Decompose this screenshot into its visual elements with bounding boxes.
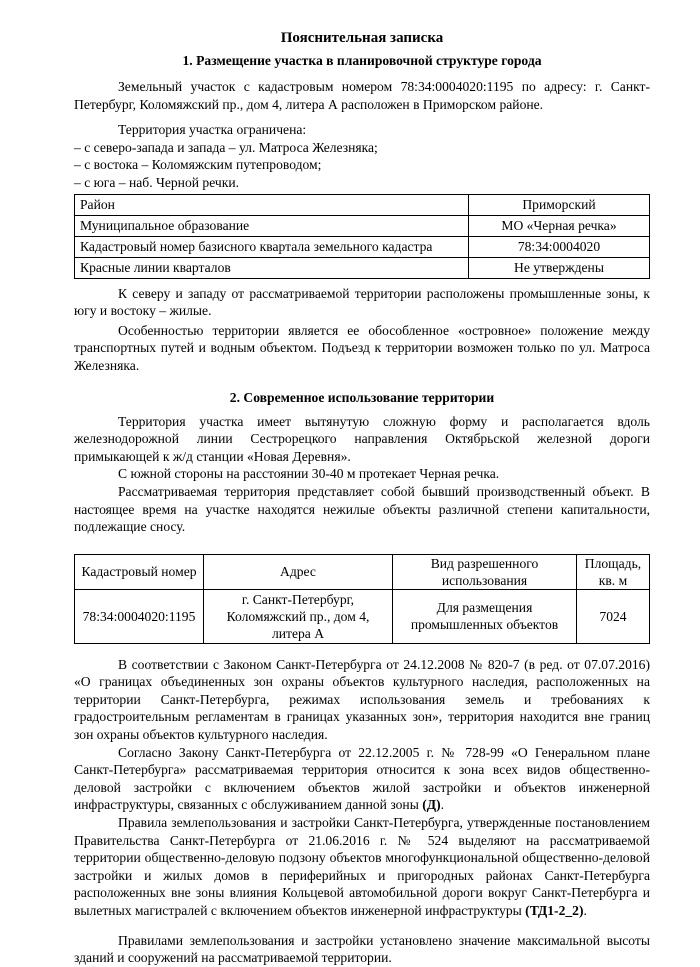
paragraph: Земельный участок с кадастровым номером 78:34:0004020:1195 по адресу: г. Санкт-Петербург, Коломяжский пр., дом 4, литера А расположен в Приморском районе. bbox=[74, 79, 650, 112]
table-header-row bbox=[75, 554, 650, 589]
table-header: Кадастровый номер bbox=[75, 554, 204, 589]
section-1-heading: 1. Размещение участка в планировочной структуре города bbox=[182, 53, 542, 68]
boundary-item: – с востока – Коломяжским путепроводом; bbox=[74, 157, 322, 173]
table-cell: МО «Черная речка» bbox=[469, 215, 650, 236]
paragraph: Правила землепользования и застройки Санкт-Петербурга, утвержденные постановлением Правительства Санкт-Петербурга от 21.06.2016 г. № 524 выделяют на рассматриваемой территории общественно-деловую подзону объектов многофункциональной общественно-деловой застройки и жилых домов в периферийных и пригородных районах Санкт-Петербурга расположенных вне зоны влияния Кольцевой автомобильной дороги вокруг Санкт-Петербурга и вылетных магистралей с включением объектов инженерной инфраструктуры (ТД1-2_2). bbox=[74, 815, 650, 918]
paragraph: Правилами землепользования и застройки установлено значение максимальной высоты зданий и сооружений на рассматриваемой территории. bbox=[74, 932, 650, 966]
paragraph: К северу и западу от рассматриваемой территории расположены промышленные зоны, к югу и востоку – жилые. bbox=[74, 285, 650, 319]
document-page bbox=[74, 28, 650, 967]
paragraph: С южной стороны на расстоянии 30-40 м протекает Черная речка. bbox=[118, 466, 500, 482]
document-title: Пояснительная записка bbox=[280, 30, 444, 46]
paragraph-text: Согласно Закону Санкт-Петербурга от 22.12.2005 г. № 728-99 «О Генеральном плане Санкт-Петербурга» рассматриваемая территория относится к зона всех видов общественно-деловой застройки с включением объектов жилой застройки и объектов инженерной инфраструктуры, связанных с обслуживанием данной зоны bbox=[74, 744, 650, 813]
section-2-heading: 2. Современное использование территории bbox=[229, 389, 495, 405]
table-cell: 7024 bbox=[577, 589, 650, 643]
table-row bbox=[75, 236, 650, 257]
table-cell: г. Санкт-Петербург, Коломяжский пр., дом 4, литера А bbox=[204, 589, 393, 643]
paragraph: Рассматриваемая территория представляет собой бывший производственный объект. В настоящее время на участке находятся нежилые объекты различной степени капитальности, подлежащие сносу. bbox=[74, 483, 650, 535]
table-cell: Район bbox=[75, 194, 469, 215]
paragraph: Согласно Закону Санкт-Петербурга от 22.12.2005 г. № 728-99 «О Генеральном плане Санкт-Петербурга» рассматриваемая территория относится к зона всех видов общественно-деловой застройки с включением объектов жилой застройки и объектов инженерной инфраструктуры, связанных с обслуживанием данной зоны (Д). bbox=[74, 744, 650, 813]
zone-code: (ТД1-2_2) bbox=[525, 903, 584, 918]
table-row bbox=[75, 215, 650, 236]
table-cell: Красные линии кварталов bbox=[75, 257, 469, 278]
table-cell: Для размещения промышленных объектов bbox=[393, 589, 577, 643]
paragraph-text: Правила землепользования и застройки Санкт-Петербурга, утвержденные постановлением Правительства Санкт-Петербурга от 21.06.2016 г. № 524 выделяют на рассматриваемой территории общественно-деловую подзону объектов многофункциональной общественно-деловой застройки и жилых домов в периферийных и пригородных районах Санкт-Петербурга расположенных вне зоны влияния Кольцевой автомобильной дороги вокруг Санкт-Петербурга и вылетных магистралей с включением объектов инженерной инфраструктуры bbox=[74, 815, 650, 918]
boundary-list bbox=[74, 139, 650, 192]
zone-code: (Д) bbox=[422, 797, 441, 813]
table-row bbox=[75, 194, 650, 215]
boundary-item: – с северо-запада и запада – ул. Матроса Железняка; bbox=[74, 139, 378, 155]
paragraph: Территория участка ограничена: bbox=[118, 122, 307, 138]
table-cell: Приморский bbox=[469, 194, 650, 215]
boundary-item: – с юга – наб. Черной речки. bbox=[74, 174, 240, 190]
table-cell: Не утверждены bbox=[469, 257, 650, 278]
table-row bbox=[75, 589, 650, 643]
table-cell: 78:34:0004020:1195 bbox=[75, 589, 204, 643]
table-cell: Муниципальное образование bbox=[75, 215, 469, 236]
table-cell: Кадастровый номер базисного квартала земельного кадастра bbox=[75, 236, 469, 257]
table-cell: 78:34:0004020 bbox=[469, 236, 650, 257]
table-header: Площадь, кв. м bbox=[577, 554, 650, 589]
paragraph: Территория участка имеет вытянутую сложную форму и располагается вдоль железнодорожной линии Сестрорецкого направления Октябрьской железной дороги примыкающей к ж/д станции «Новая Деревня». bbox=[74, 413, 650, 464]
parcel-table bbox=[74, 554, 650, 644]
paragraph: Особенностью территории является ее обособленное «островное» положение между транспортных путей и водным объектом. Подъезд к территории возможен только по ул. Матроса Железняка. bbox=[74, 322, 650, 373]
site-info-table bbox=[74, 194, 650, 279]
table-header: Вид разрешенного использования bbox=[393, 554, 577, 589]
paragraph: В соответствии с Законом Санкт-Петербурга от 24.12.2008 № 820-7 (в ред. от 07.07.2016) «О границах объединенных зон охраны объектов культурного наследия, расположенных на территории Санкт-Петербурга, режимах использования земель и требованиях к градостроительным регламентам в границах указанных зон», территория находится вне границ зон охраны объектов культурного наследия. bbox=[74, 656, 650, 743]
table-row bbox=[75, 257, 650, 278]
table-header: Адрес bbox=[204, 554, 393, 589]
